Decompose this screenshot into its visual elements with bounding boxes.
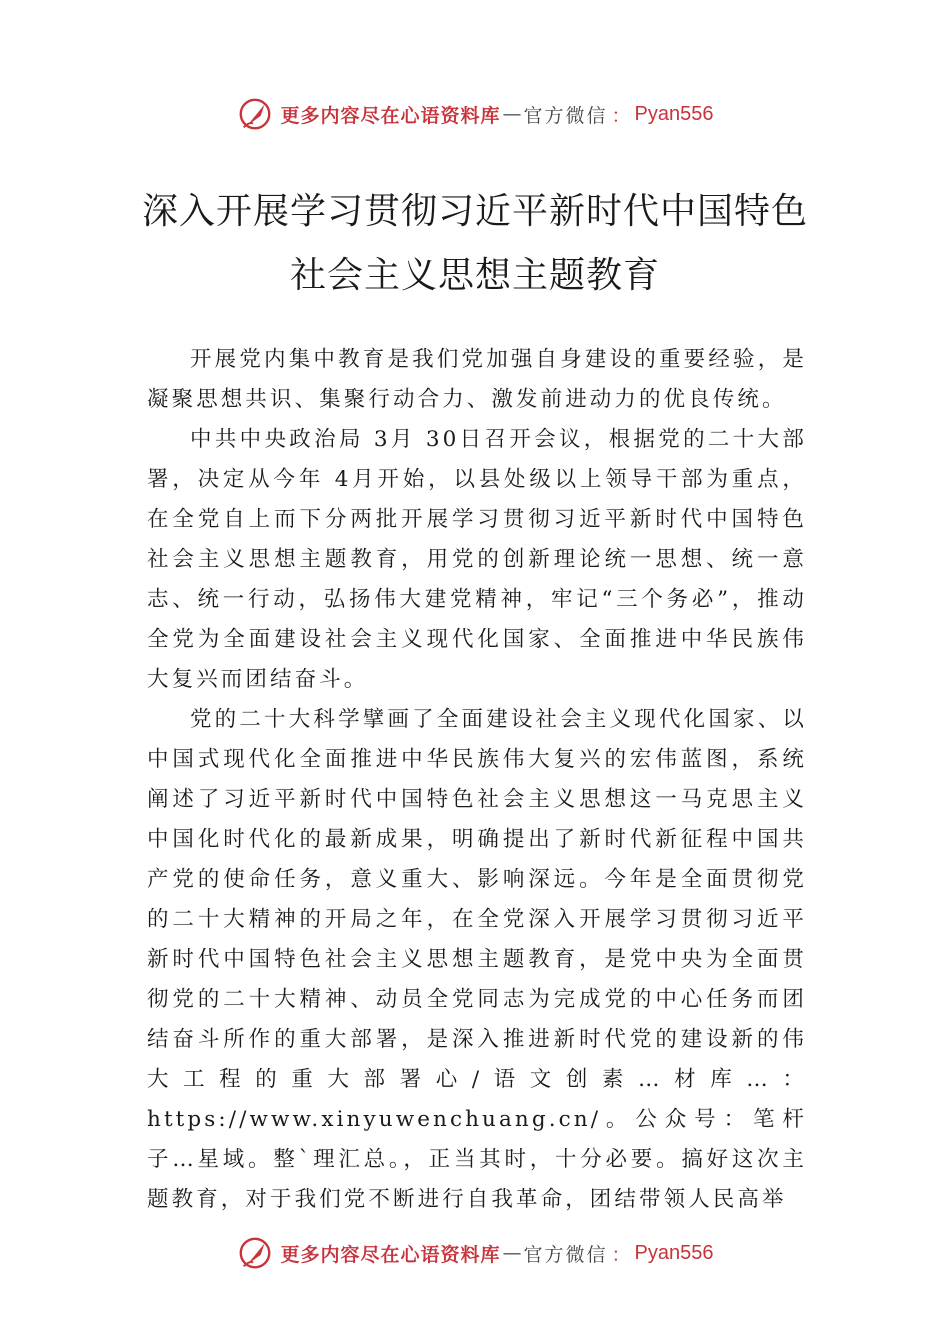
banner-text: 更多内容尽在心语资料库 (280, 1243, 501, 1266)
header-banner (0, 94, 950, 134)
title-line-2: 社会主义思想主题教育 (289, 255, 660, 296)
banner-wechat-label: 官方微信 (523, 1243, 608, 1266)
quill-logo-icon (236, 95, 274, 133)
document-body (147, 340, 807, 1220)
title-line-1: 深入开展学习贯彻习近平新时代中国特色 (141, 191, 808, 232)
banner-colon: ： (611, 1243, 631, 1266)
document-title (0, 180, 950, 308)
banner-colon: ： (611, 104, 631, 127)
paragraph-1: 开展党内集中教育是我们党加强自身建设的重要经验，是凝聚思想共识、集聚行动合力、激发前进动力的优良传统。 (147, 347, 807, 412)
banner-text: 更多内容尽在心语资料库 (280, 104, 501, 127)
paragraph-3: 党的二十大科学擘画了全面建设社会主义现代化国家、以中国式现代化全面推进中华民族伟大复兴的宏伟蓝图，系统阐述了习近平新时代中国特色社会主义思想这一马克思主义中国化时代化的最新成果，明确提出了新时代新征程中国共产党的使命任务，意义重大、影响深远。今年是全面贯彻党的二十大精神的开局之年，在全党深入开展学习贯彻习近平新时代中国特色社会主义思想主题教育，是党中央为全面贯彻党的二十大精神、动员全党同志为完成党的中心任务而团结奋斗所作的重大部署，是深入推进新时代党的建设新的伟大工程的重大部署心/语文创素…材库…：https://www.xinyuwenchuang.cn/。公众号：笔杆子…星域。整`理汇总。，正当其时，十分必要。搞好这次主题教育，对于我们党不断进行自我革命，团结带领人民高举 (147, 707, 807, 1212)
banner-wechat-id: Pyan556 (634, 1241, 714, 1264)
paragraph-2: 中共中央政治局 3月 30日召开会议，根据党的二十大部署，决定从今年 4月开始，以县处级以上领导干部为重点，在全党自上而下分两批开展学习贯彻习近平新时代中国特色社会主义思想主题教育，用党的创新理论统一思想、统一意志、统一行动，弘扬伟大建党精神，牢记“三个务必”，推动全党为全面建设社会主义现代化国家、全面推进中华民族伟大复兴而团结奋斗。 (147, 427, 807, 692)
banner-separator: — (502, 1242, 522, 1264)
banner-wechat-id: Pyan556 (634, 102, 714, 125)
footer-banner (0, 1233, 950, 1273)
quill-logo-icon (236, 1234, 274, 1272)
banner-separator: — (502, 103, 522, 125)
banner-wechat-label: 官方微信 (523, 104, 608, 127)
